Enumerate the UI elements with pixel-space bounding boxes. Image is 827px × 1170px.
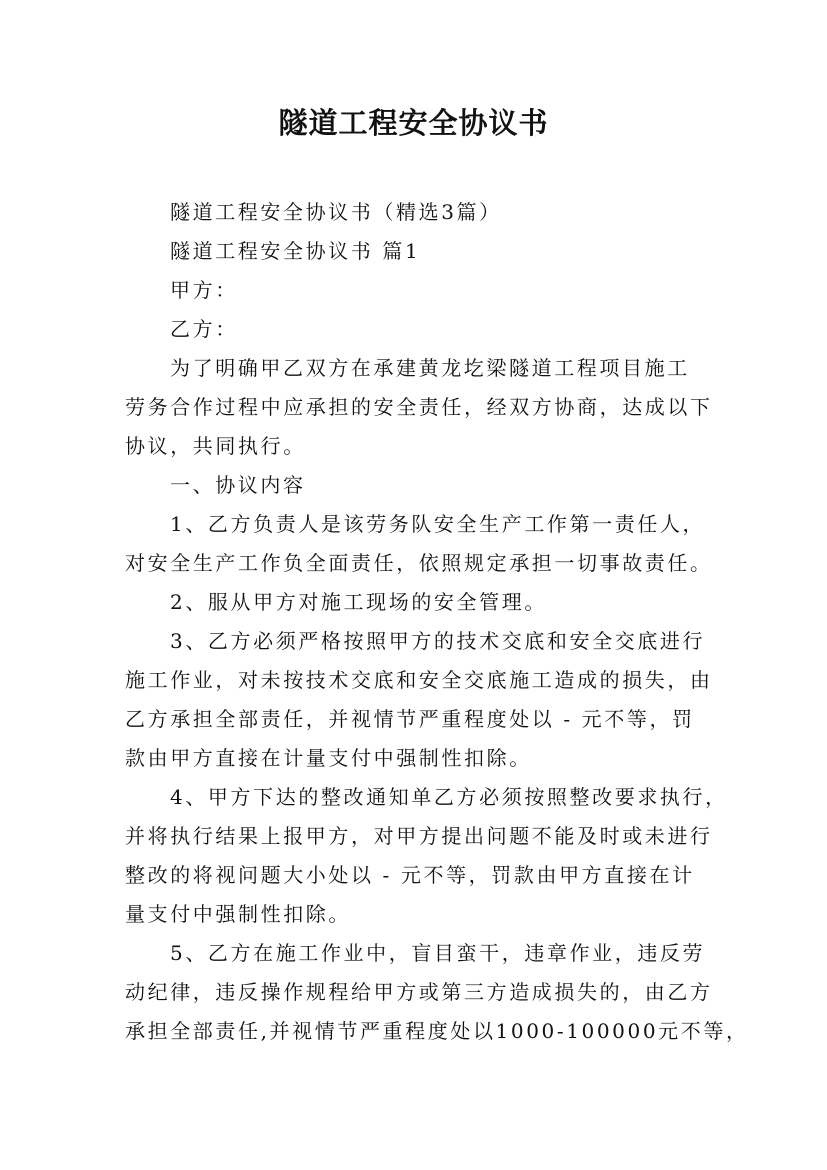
party-a-line: 甲方： xyxy=(170,278,238,302)
paragraph-line: 1、乙方负责人是该劳务队安全生产工作第一责任人， xyxy=(170,512,706,536)
paragraph-line: 动纪律，违反操作规程给甲方或第三方造成损失的，由乙方 xyxy=(125,980,713,1004)
paragraph-line: 整改的将视问题大小处以 - 元不等，罚款由甲方直接在计 xyxy=(125,863,695,887)
party-b-line: 乙方： xyxy=(170,317,238,341)
paragraph-line: 4、甲方下达的整改通知单乙方必须按照整改要求执行， xyxy=(170,785,728,809)
paragraph-line: 2、服从甲方对施工现场的安全管理。 xyxy=(170,590,547,614)
paragraph-line: 承担全部责任,并视情节严重程度处以1000-100000元不等， xyxy=(125,1019,749,1043)
section-heading: 隧道工程安全协议书 篇1 xyxy=(170,239,421,263)
document-title: 隧道工程安全协议书 xyxy=(278,106,549,140)
paragraph-line: 乙方承担全部责任，并视情节严重程度处以 - 元不等，罚 xyxy=(125,707,695,731)
paragraph-line: 协议，共同执行。 xyxy=(125,434,306,458)
paragraph-line: 对安全生产工作负全面责任，依照规定承担一切事故责任。 xyxy=(125,551,713,575)
paragraph-line: 量支付中强制性扣除。 xyxy=(125,902,351,926)
section-heading: 一、协议内容 xyxy=(170,473,306,497)
paragraph-line: 5、乙方在施工作业中，盲目蛮干，违章作业，违反劳 xyxy=(170,941,706,965)
paragraph-line: 款由甲方直接在计量支付中强制性扣除。 xyxy=(125,746,532,770)
paragraph-line: 施工作业，对未按技术交底和安全交底施工造成的损失，由 xyxy=(125,668,713,692)
paragraph-line: 劳务合作过程中应承担的安全责任，经双方协商，达成以下 xyxy=(125,395,713,419)
paragraph-line: 并将执行结果上报甲方，对甲方提出问题不能及时或未进行 xyxy=(125,824,713,848)
paragraph-line: 为了明确甲乙双方在承建黄龙圪梁隧道工程项目施工 xyxy=(170,356,690,380)
paragraph-line: 3、乙方必须严格按照甲方的技术交底和安全交底进行 xyxy=(170,629,706,653)
subtitle-line: 隧道工程安全协议书（精选3篇） xyxy=(170,200,502,224)
